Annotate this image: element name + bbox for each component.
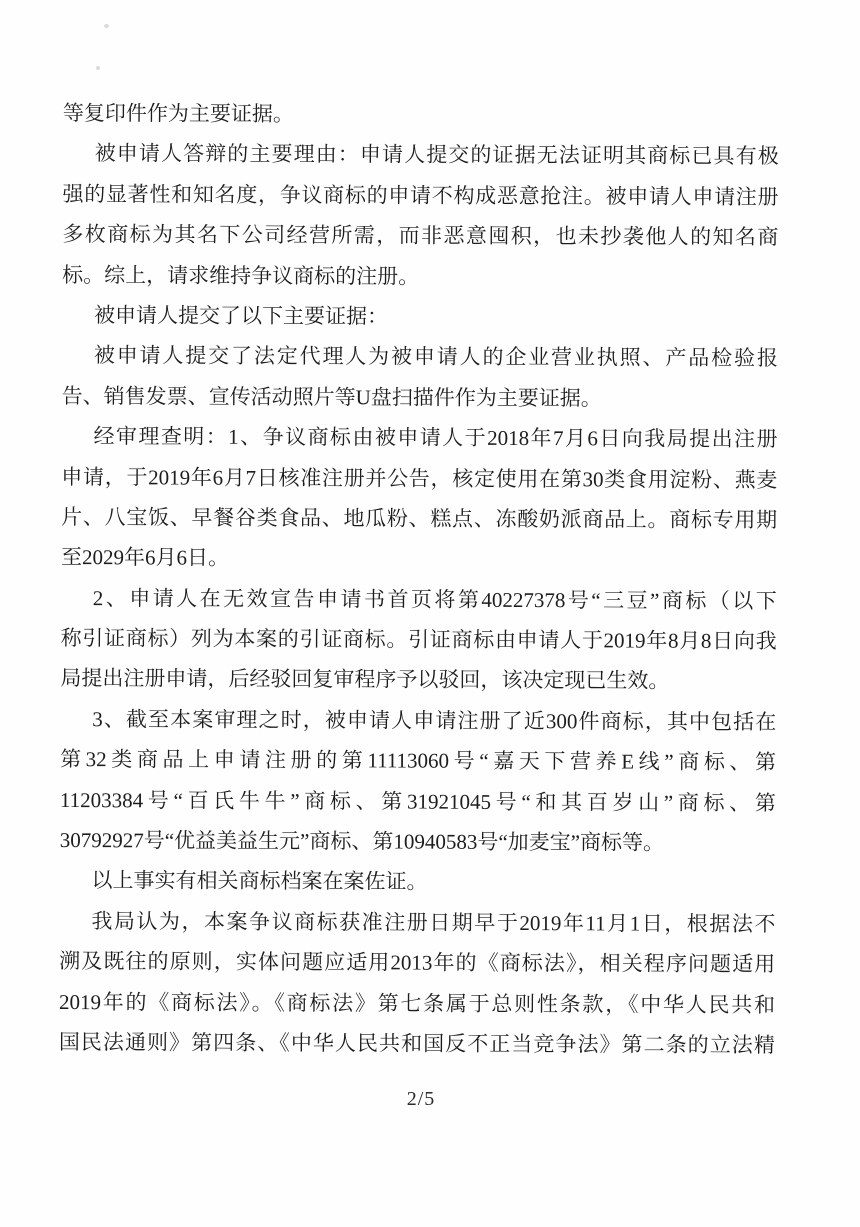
text-line: 溯及既往的原则，实体问题应适用2013年的《商标法》，相关程序问题适用	[59, 949, 776, 977]
text-line: 申请，于2019年6月7日核准注册并公告，核定使用在第30类食用淀粉、燕麦	[61, 464, 778, 492]
text-line: 被申请人提交了法定代理人为被申请人的企业营业执照、产品检验报	[93, 343, 778, 371]
text-line: 以上事实有相关商标档案在案佐证。	[91, 868, 428, 895]
text-line: 告、销售发票、宣传活动照片等U盘扫描件作为主要证据。	[61, 383, 602, 411]
text-line: 称引证商标）列为本案的引证商标。引证商标由申请人于2019年8月8日向我	[60, 626, 777, 654]
scan-artifact	[96, 66, 100, 70]
text-line: 2019年的《商标法》。《商标法》第七条属于总则性条款，《中华人民共和	[58, 989, 776, 1017]
text-line: 强的显著性和知名度，争议商标的申请不构成恶意抢注。被申请人申请注册	[62, 181, 779, 209]
text-line: 被申请人答辩的主要理由：申请人提交的证据无法证明其商标已具有极	[94, 141, 779, 169]
text-line: 标。综上，请求维持争议商标的注册。	[62, 262, 420, 289]
text-line: 至2029年6月6日。	[60, 545, 230, 571]
scan-artifact	[104, 24, 109, 28]
text-line: 2、申请人在无效宣告申请书首页将第40227378号“三豆”商标（以下	[92, 585, 777, 613]
text-line: 3、截至本案审理之时，被申请人申请注册了近300件商标，其中包括在	[92, 706, 777, 734]
text-line: 片、八宝饭、早餐谷类食品、地瓜粉、糕点、冻酸奶派商品上。商标专用期	[61, 504, 778, 533]
text-line: 国民法通则》第四条、《中华人民共和国反不正当竞争法》第二条的立法精	[58, 1029, 775, 1058]
text-line: 被申请人提交了以下主要证据：	[93, 303, 389, 329]
text-line: 经审理查明：1、争议商标由被申请人于2018年7月6日向我局提出注册	[93, 424, 778, 452]
document-body	[59, 93, 779, 1065]
text-line: 局提出注册申请，后经驳回复审程序予以驳回，该决定现已生效。	[60, 666, 670, 694]
text-line: 等复印件作为主要证据。	[62, 100, 294, 127]
text-line: 11203384号“百氏牛牛”商标、第31921045号“和其百岁山”商标、第	[59, 787, 776, 815]
text-line: 我局认为，本案争议商标获准注册日期早于2019年11月1日，根据法不	[91, 908, 776, 936]
text-line: 30792927号“优益美益生元”商标、第10940583号“加麦宝”商标等。	[59, 828, 665, 855]
page-number: 2/5	[406, 1088, 436, 1110]
text-line: 第32类商品上申请注册的第11113060号“嘉天下营养E线”商标、第	[60, 747, 777, 775]
text-line: 多枚商标为其名下公司经营所需，而非恶意囤积，也未抄袭他人的知名商	[62, 222, 779, 250]
